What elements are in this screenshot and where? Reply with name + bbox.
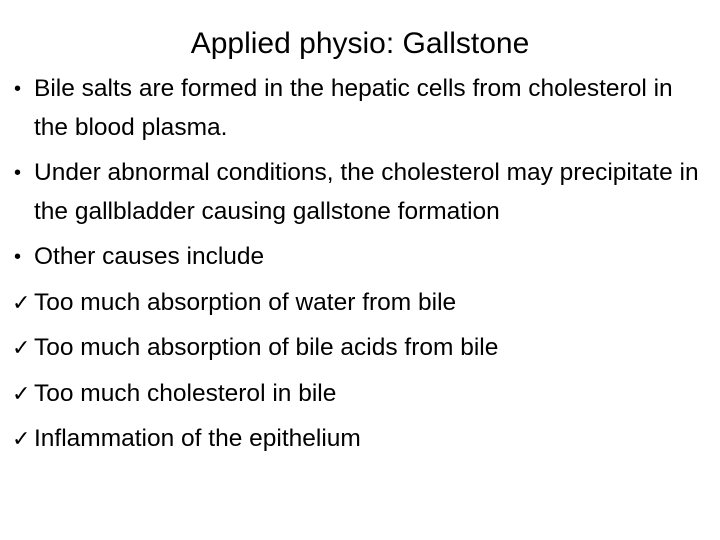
checkmark-icon: ✓	[12, 289, 31, 315]
list-item	[12, 420, 702, 459]
list-item-text: Bile salts are formed in the hepatic cells from cholesterol in the blood plasma.	[34, 75, 673, 141]
bullet-list	[12, 70, 702, 466]
slide-title: Applied physio: Gallstone	[190, 27, 530, 60]
checkmark-icon: ✓	[12, 426, 31, 451]
list-item-text: Too much absorption of bile acids from bile	[34, 334, 499, 361]
checkmark-icon: ✓	[12, 335, 31, 360]
list-item	[12, 238, 702, 277]
bullet-icon: •	[14, 246, 22, 268]
list-item	[12, 154, 702, 231]
list-item	[12, 70, 702, 147]
list-item	[12, 329, 702, 368]
list-item-text: Too much cholesterol in bile	[34, 379, 337, 407]
bullet-icon: •	[14, 162, 22, 184]
list-item-text: Inflammation of the epithelium	[34, 425, 361, 452]
checkmark-icon: ✓	[12, 380, 31, 406]
list-item	[12, 284, 702, 323]
list-item	[12, 375, 702, 414]
bullet-icon: •	[14, 78, 22, 100]
list-item-text: Too much absorption of water from bile	[34, 288, 457, 316]
list-item-text: Other causes include	[34, 243, 265, 270]
list-item-text: Under abnormal conditions, the cholesterol may precipitate in the gallbladder causing gallstone formation	[34, 159, 699, 225]
